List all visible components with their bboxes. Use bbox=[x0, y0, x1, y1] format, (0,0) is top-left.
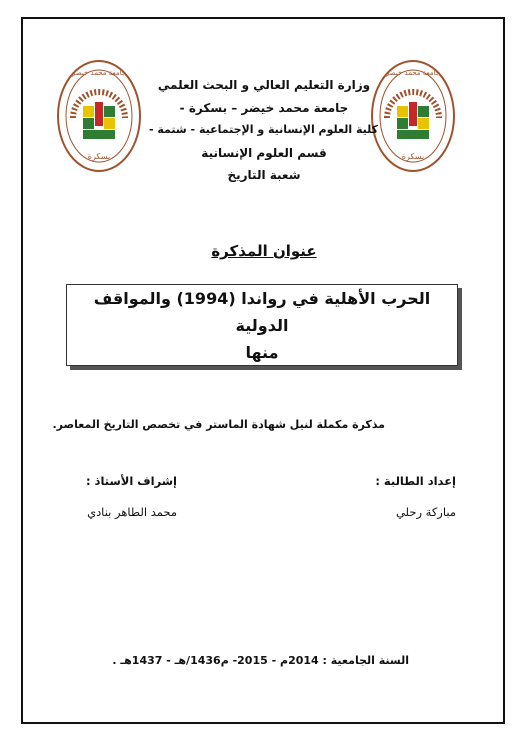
department-name: قسم العلوم الإنسانية bbox=[201, 145, 327, 160]
memo-heading: عنوان المذكرة bbox=[211, 242, 317, 260]
faculty-name: كلية العلوم الإنسانية و الإجتماعية - شتمة - bbox=[148, 123, 378, 136]
institution-header bbox=[150, 74, 378, 187]
ministry-name: وزارة التعليم العالي و البحث العلمي bbox=[157, 78, 371, 92]
degree-statement: مذكرة مكملة لنيل شهادة الماستر في تخصص التاريخ المعاصر. bbox=[52, 418, 385, 431]
memo-title-line-2: منها bbox=[245, 342, 279, 362]
academic-year: السنة الجامعية : 2014م - 2015- م1436/هـ - 1437هـ . bbox=[112, 654, 409, 667]
university-logo-left bbox=[55, 58, 143, 176]
memo-title-line-1: الحرب الأهلية في رواندا (1994) والمواقف الدولية bbox=[93, 288, 431, 335]
branch-name: شعبة التاريخ bbox=[227, 168, 301, 182]
memo-title bbox=[81, 285, 443, 366]
university-name: جامعة محمد خيضر – بسكرة - bbox=[179, 100, 349, 115]
svg-text:بسكرة: بسكرة bbox=[401, 152, 425, 161]
supervisor-name: محمد الطاهر بنادي bbox=[87, 505, 177, 519]
student-name: مباركة رحلي bbox=[395, 505, 456, 519]
university-logo-right bbox=[369, 58, 457, 176]
memo-title-box bbox=[66, 284, 458, 366]
svg-text:بسكرة: بسكرة bbox=[87, 152, 111, 161]
svg-text:جامعة محمد خيضر: جامعة محمد خيضر bbox=[71, 69, 127, 77]
student-label: إعداد الطالبة : bbox=[375, 474, 456, 488]
supervisor-label: إشراف الأستاذ : bbox=[85, 474, 177, 488]
svg-text:جامعة محمد خيضر: جامعة محمد خيضر bbox=[385, 69, 441, 77]
